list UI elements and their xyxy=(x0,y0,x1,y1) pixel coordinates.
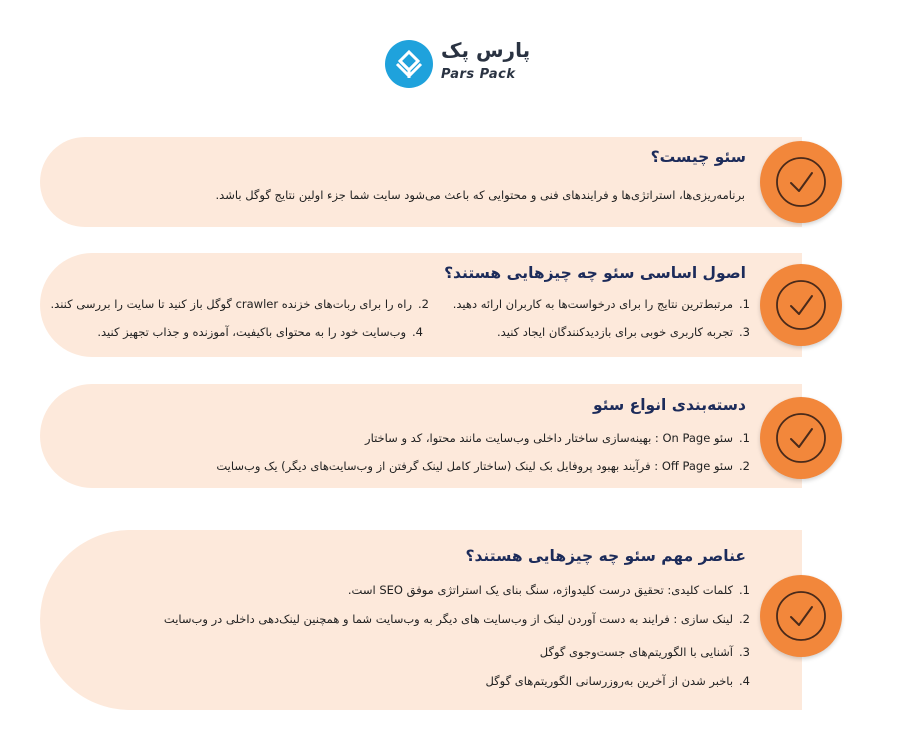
list-item xyxy=(97,325,423,339)
list-number: 1. xyxy=(739,431,750,445)
list-item xyxy=(365,431,750,445)
section-title: عناصر مهم سئو چه چیزهایی هستند؟ xyxy=(465,547,746,565)
list-number: 3. xyxy=(739,325,750,339)
brand-name-fa: پارس پک xyxy=(441,38,531,62)
section-title: دسته‌بندی انواع سئو xyxy=(592,396,746,414)
list-item xyxy=(453,297,750,311)
list-item xyxy=(485,674,750,688)
list-item xyxy=(540,645,750,659)
check-badge xyxy=(760,397,842,479)
list-text: باخبر شدن از آخرین به‌روزرسانی الگوریتم‌های گوگل xyxy=(485,674,734,688)
list-item xyxy=(497,325,750,339)
list-number: 1. xyxy=(739,297,750,311)
list-text: وب‌سایت خود را به محتوای باکیفیت، آموزنده و جذاب تجهیز کنید. xyxy=(97,325,407,339)
brand-logo xyxy=(385,38,535,90)
list-text: مرتبط‌ترین نتایج را برای درخواست‌ها به کاربران ارائه دهید. xyxy=(452,297,734,311)
list-item xyxy=(164,612,750,626)
list-text: سئو Off Page : فرآیند بهبود پروفایل بک لینک (ساختار کامل لینک گرفتن از وب‌سایت‌های دیگر) یک وب‌سایت xyxy=(216,459,734,473)
check-badge xyxy=(760,575,842,657)
check-icon xyxy=(774,278,828,332)
brand-name-en: Pars Pack xyxy=(441,67,516,82)
check-badge xyxy=(760,264,842,346)
pars-pack-logo-icon xyxy=(385,40,433,88)
list-number: 2. xyxy=(418,297,429,311)
list-number: 4. xyxy=(739,674,750,688)
list-text: سئو On Page : بهینه‌سازی ساختار داخلی وب‌سایت مانند محتوا، کد و ساختار xyxy=(365,431,734,445)
list-text: آشنایی با الگوریتم‌های جست‌وجوی گوگل xyxy=(539,645,734,659)
check-badge xyxy=(760,141,842,223)
list-number: 3. xyxy=(739,645,750,659)
list-item xyxy=(51,297,430,311)
list-text: راه را برای ربات‌های خزنده crawler گوگل باز کنید تا سایت را بررسی کنند. xyxy=(50,297,413,311)
list-number: 1. xyxy=(739,583,750,597)
list-number: 2. xyxy=(739,612,750,626)
check-icon xyxy=(774,589,828,643)
list-item xyxy=(348,583,750,597)
list-text: لینک سازی : فرایند به دست آوردن لینک از وب‌سایت های دیگر به وب‌سایت شما و همچنین لینک‌دهی داخلی در وب‌سایت xyxy=(163,612,734,626)
section-body: برنامه‌ریزی‌ها، استراتژی‌ها و فرایندهای فنی و محتوایی که باعث می‌شود سایت شما جزء اولین نتایج گوگل باشد. xyxy=(215,188,745,202)
section-title: سئو چیست؟ xyxy=(650,148,746,166)
list-number: 4. xyxy=(412,325,423,339)
check-icon xyxy=(774,155,828,209)
list-text: تجربه کاربری خوبی برای بازدیدکنندگان ایجاد کنید. xyxy=(497,325,734,339)
list-number: 2. xyxy=(739,459,750,473)
section-title: اصول اساسی سئو چه چیزهایی هستند؟ xyxy=(444,264,746,282)
list-text: کلمات کلیدی: تحقیق درست کلیدواژه، سنگ بنای یک استراتژی موفق SEO است. xyxy=(347,583,734,597)
list-item xyxy=(216,459,750,473)
check-icon xyxy=(774,411,828,465)
